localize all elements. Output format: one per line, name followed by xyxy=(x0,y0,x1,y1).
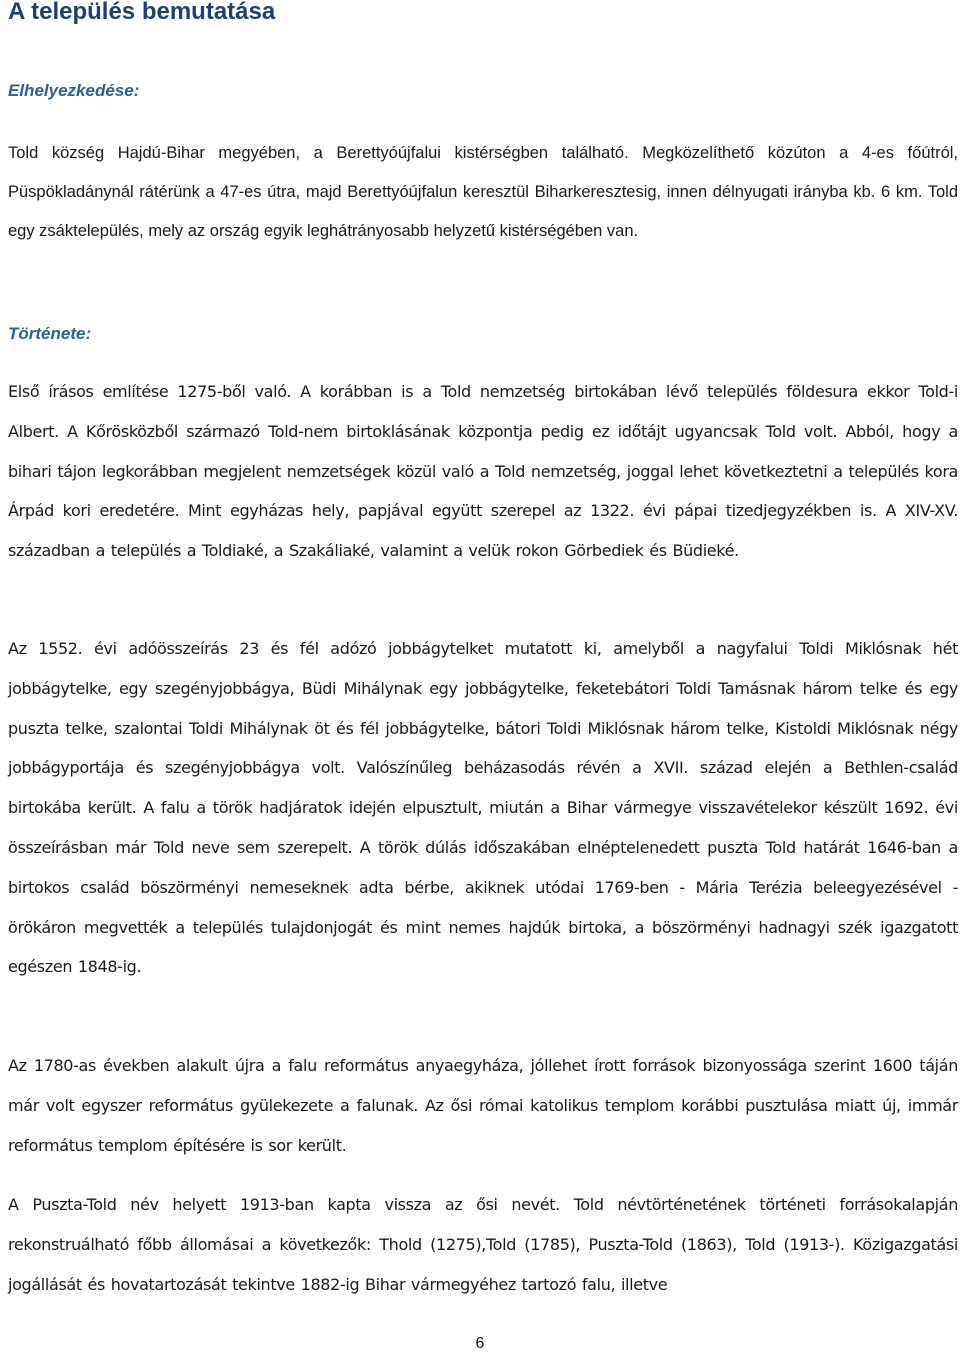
paragraph-history-4: A Puszta-Told név helyett 1913-ban kapta vissza az ősi nevét. Told névtörténetének történeti forrásokalapján rekonstruálható főbb állomásai a következők: Thold (1275),Told (1785), Puszta-Told (1863), Told (1913-). Közigazgatási jogállását és hovatartozását tekintve 1882-ig Bihar vármegyéhez tartozó falu, illetve xyxy=(8,1195,958,1294)
paragraph-location: Told község Hajdú-Bihar megyében, a Berettyóújfalui kistérségben található. Megközelíthető közúton a 4-es főútról, Püspökladánynál rátérünk a 47-es útra, majd Berettyóújfalun keresztül Biharkeresztesig, innen délnyugati irányba kb. 6 km. Told egy zsáktelepülés, mely az ország egyik leghátrányosabb helyzetű kistérségében van. xyxy=(8,144,958,240)
page-number: 6 xyxy=(475,1335,485,1352)
paragraph-history-3: Az 1780-as években alakult újra a falu református anyaegyháza, jóllehet írott források bizonyossága szerint 1600 táján már volt egyszer református gyülekezete a falunak. Az ősi római katolikus templom korábbi pusztulása miatt új, immár református templom építésére is sor került. xyxy=(8,1056,958,1155)
paragraph-history-2: Az 1552. évi adóösszeírás 23 és fél adózó jobbágytelket mutatott ki, amelyből a nagyfalui Toldi Miklósnak hét jobbágytelke, egy szegényjobbágya, Büdi Mihálynak egy jobbágytelke, feketebátori Toldi Tamásnak három telke és egy puszta telke, szalontai Toldi Mihálynak öt és fél jobbágytelke, bátori Toldi Miklósnak három telke, Kistoldi Miklósnak négy jobbágyportája és szegényjobbágya volt. Valószínűleg beházasodás révén a XVII. század elején a Bethlen-család birtokába került. A falu a török hadjáratok idején elpusztult, miután a Bihar vármegye visszavételekor készült 1692. évi összeírásban már Told neve sem szerepelt. A török dúlás időszakában elnéptelenedett puszta Told határát 1646-ban a birtokos család böszörményi nemeseknek adta bérbe, akiknek utódai 1769-ben - Mária Terézia beleegyezésével - örökáron megvették a település tulajdonjogát és mint nemes hajdúk birtoka, a böszörményi hadnagyi szék igazgatott egészen 1848-ig. xyxy=(8,639,958,977)
document-title: A település bemutatása xyxy=(8,0,276,25)
paragraph-history-1: Első írásos említése 1275-ből való. A korábban is a Told nemzetség birtokában lévő település földesura ekkor Told-i Albert. A Kőrösközből származó Told-nem birtoklásának központja pedig ez időtájt ugyancsak Told volt. Abból, hogy a bihari tájon legkorábban megjelent nemzetségek közül való a Told nemzetség, joggal lehet következtetni a település kora Árpád kori eredetére. Mint egyházas hely, papjával együtt szerepel az 1322. évi pápai tizedjegyzékben is. A XIV-XV. században a település a Toldiaké, a Szakáliaké, valamint a velük rokon Görbediek és Büdieké. xyxy=(8,382,958,561)
section-heading-location: Elhelyezkedése: xyxy=(8,81,140,100)
section-heading-history: Története: xyxy=(8,324,92,343)
